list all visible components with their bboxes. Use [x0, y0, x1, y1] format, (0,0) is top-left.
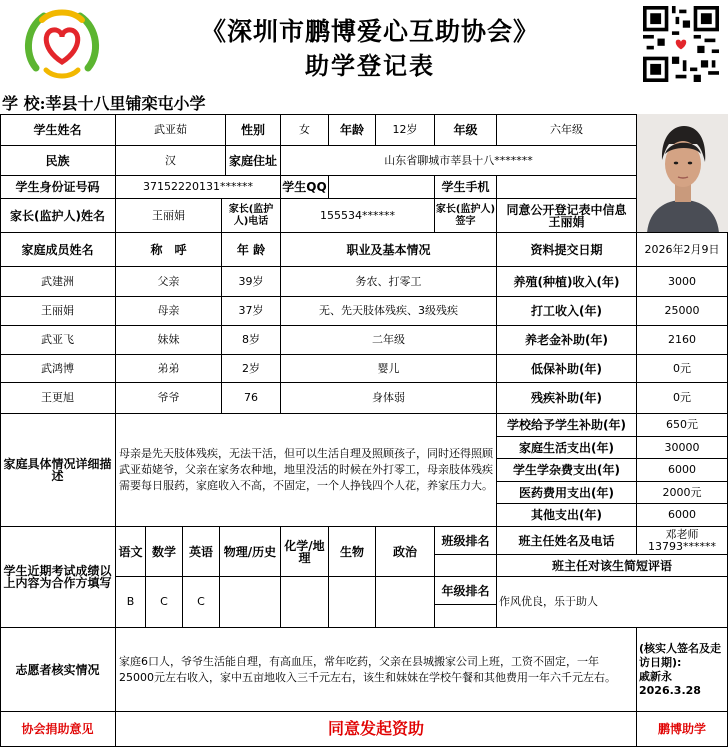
- guardian-phone: 155534******: [281, 199, 435, 233]
- id-number: 37152220131******: [116, 176, 281, 199]
- family-member-age: 76: [222, 383, 281, 414]
- teacher-comment: 作风优良，乐于助人: [497, 577, 728, 628]
- consent-cell: [497, 199, 637, 233]
- age-label: 年龄: [329, 114, 376, 146]
- id-label: 学生身份证号码: [0, 176, 116, 199]
- income-value: 3000: [637, 267, 728, 297]
- family-member-job: 身体弱: [281, 383, 497, 414]
- subject-score: [329, 577, 376, 628]
- qr-code-icon: [642, 6, 720, 82]
- member-header: 家庭成员姓名: [0, 233, 116, 267]
- subject-name: 生物: [329, 527, 376, 577]
- expense-label: 学校给予学生补助(年): [497, 414, 637, 437]
- header: [0, 0, 728, 88]
- age-header: 年 龄: [222, 233, 281, 267]
- opinion-label: 协会捐助意见: [0, 712, 116, 747]
- guardian-phone-label: 家长(监护人)电话: [222, 199, 281, 233]
- subject-name: 化学/地理: [281, 527, 329, 577]
- volunteer-sign-name: 戚新永: [639, 669, 672, 683]
- subject-score: [281, 577, 329, 628]
- family-member-name: 王丽娟: [0, 297, 116, 326]
- family-member-relation: 父亲: [116, 267, 222, 297]
- family-member-job: 二年级: [281, 326, 497, 355]
- student-name-label: 学生姓名: [0, 114, 116, 146]
- gender: 女: [281, 114, 329, 146]
- subject-score: B: [116, 577, 146, 628]
- gender-label: 性别: [226, 114, 281, 146]
- income-value: 25000: [637, 297, 728, 326]
- family-member-relation: 妹妹: [116, 326, 222, 355]
- address: 山东省聊城市莘县十八*******: [281, 146, 637, 176]
- family-member-name: 武亚飞: [0, 326, 116, 355]
- family-member-age: 37岁: [222, 297, 281, 326]
- guardian-sign-label: 家长(监护人)签字: [435, 199, 497, 233]
- qq: [329, 176, 435, 199]
- student-name: 武亚茹: [116, 114, 226, 146]
- title-line1: 《深圳市鹏博爱心互助协会》: [200, 17, 539, 46]
- class-rank: [435, 555, 497, 577]
- situation-text: 母亲是先天肢体残疾，无法干活，但可以生活自理及照顾孩子，同时还得照顾武亚茹姥爷，父亲在家务农种地，地里没活的时候在外打零工，母亲肢体残疾需要每日服药，家庭收入不高，不固定，一个人挣钱四个人花，养家压力大。: [116, 414, 497, 527]
- school-label: 学 校:: [2, 94, 46, 113]
- registration-table: [0, 114, 728, 747]
- subject-name: 物理/历史: [220, 527, 281, 577]
- expense-label: 其他支出(年): [497, 504, 637, 527]
- volunteer-sign-label: (核实人签名及走访日期):: [639, 641, 722, 669]
- phone: [497, 176, 637, 199]
- teacher-phone: 13793******: [648, 539, 716, 553]
- income-value: 2160: [637, 326, 728, 355]
- address-label: 家庭住址: [226, 146, 281, 176]
- subject-score: [220, 577, 281, 628]
- family-member-relation: 爷爷: [116, 383, 222, 414]
- grade-rank-label: 年级排名: [435, 577, 497, 605]
- family-member-relation: 弟弟: [116, 355, 222, 383]
- relation-header: 称 呼: [116, 233, 222, 267]
- income-value: 0元: [637, 355, 728, 383]
- ethnic-label: 民族: [0, 146, 116, 176]
- expense-label: 医药费用支出(年): [497, 482, 637, 504]
- teacher-label: 班主任姓名及电话: [497, 527, 637, 555]
- phone-label: 学生手机: [435, 176, 497, 199]
- title-line2: 助学登记表: [305, 51, 435, 80]
- grade-rank: [435, 605, 497, 628]
- income-label: 残疾补助(年): [497, 383, 637, 414]
- brand: 鹏博助学: [637, 712, 728, 747]
- expense-value: 6000: [637, 504, 728, 527]
- family-member-job: 无、先天肢体残疾、3级残疾: [281, 297, 497, 326]
- expense-label: 学生学杂费支出(年): [497, 459, 637, 482]
- guardian-name: 王丽娟: [116, 199, 222, 233]
- school-name: 莘县十八里铺栾屯小学: [45, 94, 206, 113]
- expense-value: 650元: [637, 414, 728, 437]
- teacher-name: 邓老师: [665, 527, 699, 541]
- income-label: 养老金补助(年): [497, 326, 637, 355]
- volunteer-sign-date: 2026.3.28: [639, 683, 701, 697]
- expense-value: 6000: [637, 459, 728, 482]
- submit-date-label: 资料提交日期: [497, 233, 637, 267]
- income-label: 养殖(种植)收入(年): [497, 267, 637, 297]
- opinion: 同意发起资助: [116, 712, 637, 747]
- income-label: 低保补助(年): [497, 355, 637, 383]
- expense-label: 家庭生活支出(年): [497, 437, 637, 459]
- family-member-name: 武建洲: [0, 267, 116, 297]
- job-header: 职业及基本情况: [281, 233, 497, 267]
- school-line: [2, 91, 206, 114]
- ethnic: 汉: [116, 146, 226, 176]
- consent-text: 同意公开登记表中信息: [506, 202, 627, 217]
- submit-date: 2026年2月9日: [637, 233, 728, 267]
- exam-label: 学生近期考试成绩以上内容为合作方填写: [0, 527, 116, 628]
- subject-score: C: [146, 577, 183, 628]
- volunteer-sign-cell: [637, 628, 728, 712]
- family-member-job: 婴儿: [281, 355, 497, 383]
- teacher-cell: [637, 527, 728, 555]
- guardian-label: 家长(监护人)姓名: [0, 199, 116, 233]
- volunteer-text: 家庭6口人，爷爷生活能自理，有高血压，常年吃药，父亲在县城搬家公司上班，工资不固定，一年25000元左右收入，家中五亩地收入三千元左右，该生和妹妹在学校午餐和其他费用一年六千元左右。: [116, 628, 637, 712]
- family-member-name: 王更旭: [0, 383, 116, 414]
- family-member-age: 39岁: [222, 267, 281, 297]
- subject-name: 政治: [376, 527, 435, 577]
- subject-score: [376, 577, 435, 628]
- family-member-age: 2岁: [222, 355, 281, 383]
- family-member-age: 8岁: [222, 326, 281, 355]
- class-rank-label: 班级排名: [435, 527, 497, 555]
- subject-name: 语文: [116, 527, 146, 577]
- income-value: 0元: [637, 383, 728, 414]
- expense-value: 2000元: [637, 482, 728, 504]
- volunteer-label: 志愿者核实情况: [0, 628, 116, 712]
- family-member-job: 务农、打零工: [281, 267, 497, 297]
- subject-name: 数学: [146, 527, 183, 577]
- expense-value: 30000: [637, 437, 728, 459]
- age: 12岁: [376, 114, 435, 146]
- family-member-relation: 母亲: [116, 297, 222, 326]
- income-label: 打工收入(年): [497, 297, 637, 326]
- grade-label: 年级: [435, 114, 497, 146]
- consent-sign: 王丽娟: [548, 214, 585, 229]
- qq-label: 学生QQ: [281, 176, 329, 199]
- subject-score: C: [183, 577, 220, 628]
- heart-hands-logo: [22, 6, 102, 84]
- comment-label: 班主任对该生简短评语: [497, 555, 728, 577]
- situation-label: 家庭具体情况详细描述: [0, 414, 116, 527]
- subject-name: 英语: [183, 527, 220, 577]
- family-member-name: 武鸿博: [0, 355, 116, 383]
- grade: 六年级: [497, 114, 637, 146]
